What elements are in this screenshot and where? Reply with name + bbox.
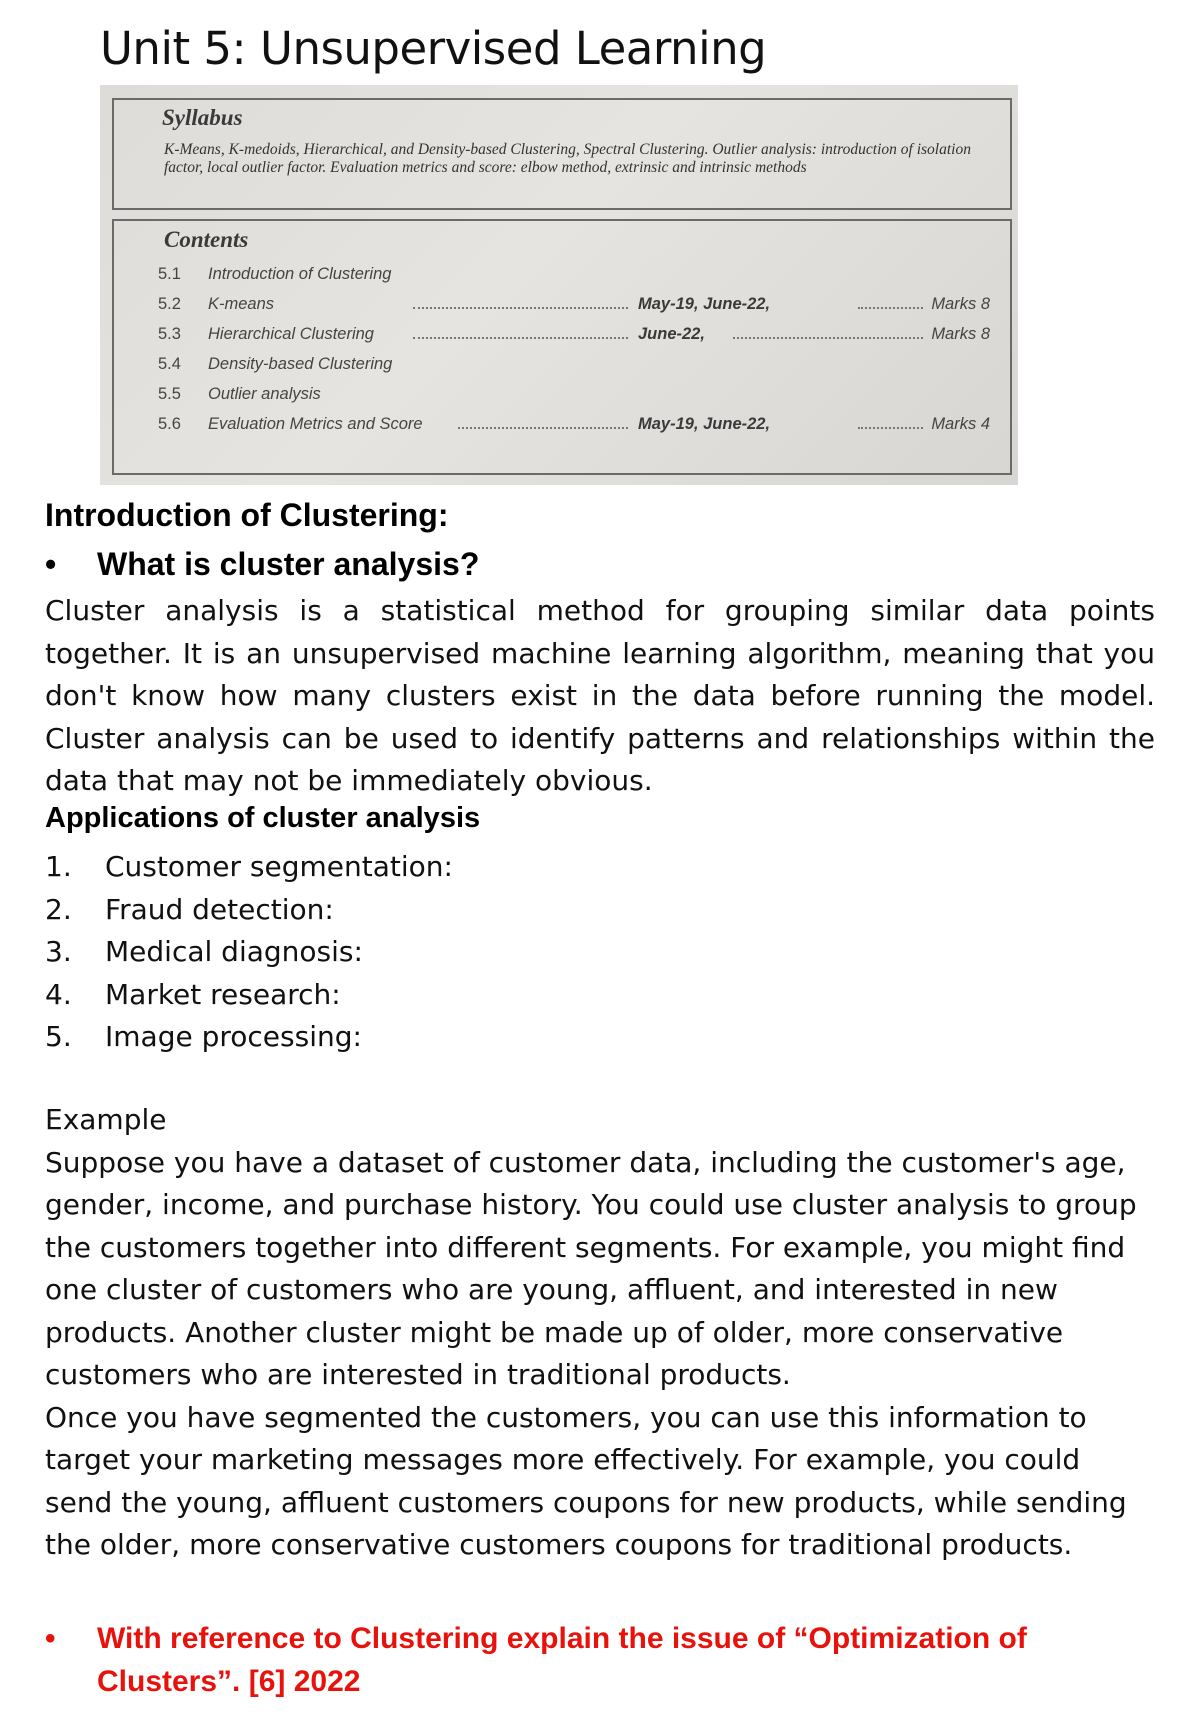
syllabus-heading: Syllabus	[162, 105, 243, 130]
bullet-icon: •	[45, 1622, 56, 1655]
toc-label: Introduction of Clustering	[208, 265, 392, 283]
example-section	[45, 1099, 1165, 1567]
syllabus-text: K-Means, K-medoids, Hierarchical, and Density-based Clustering, Spectral Clustering. Outlier analysis: introduction of isolation factor, local outlier factor. Evaluation metrics and score: elbow method, extrinsic and intrinsic methods	[164, 141, 971, 176]
syllabus-box	[112, 98, 1012, 210]
example-line: send the young, affluent customers coupons for new products, while sending	[45, 1485, 1127, 1519]
toc-number: 5.5	[158, 385, 181, 403]
subheading-text: What is cluster analysis?	[97, 546, 480, 582]
example-line: Once you have segmented the customers, you can use this information to	[45, 1400, 1087, 1434]
toc-leader-dots	[458, 427, 628, 429]
toc-label: Density-based Clustering	[208, 355, 393, 373]
example-line: gender, income, and purchase history. You could use cluster analysis to group	[45, 1188, 1137, 1221]
toc-number: 5.2	[158, 295, 181, 313]
exam-question-text: With reference to Clustering explain the issue of “Optimization of Clusters”. [6] 2022	[97, 1622, 1027, 1698]
list-number: 4.	[45, 977, 72, 1011]
toc-marks: Marks 4	[931, 415, 990, 433]
example-line: products. Another cluster might be made up of older, more conservative	[45, 1315, 1064, 1349]
section-heading: Introduction of Clustering:	[45, 497, 449, 533]
toc-marks: Marks 8	[931, 295, 990, 313]
toc-row	[158, 385, 998, 407]
example-heading: Example	[45, 1103, 167, 1136]
list-text: Customer segmentation:	[105, 850, 453, 883]
contents-heading: Contents	[164, 227, 249, 252]
toc-row	[158, 355, 998, 377]
toc-leader-dots	[733, 337, 923, 339]
intro-paragraph: Cluster analysis is a statistical method for grouping similar data points together. It is an unsupervised machine learning algorithm, meaning that you don't know how many clusters exist in the data before running the model. Cluster analysis can be used to identify patterns and relationships within the data that may not be immediately obvious.	[45, 594, 1155, 797]
applications-heading: Applications of cluster analysis	[45, 802, 481, 834]
toc-number: 5.1	[158, 265, 181, 283]
example-line: one cluster of customers who are young, affluent, and interested in new	[45, 1273, 1058, 1306]
list-number: 3.	[45, 935, 72, 968]
toc-dates: June-22,	[638, 325, 705, 343]
toc-leader-dots	[858, 427, 923, 429]
toc-dates: May-19, June-22,	[638, 415, 771, 433]
list-text: Image processing:	[105, 1020, 362, 1053]
toc-row	[158, 325, 998, 347]
list-text: Medical diagnosis:	[105, 935, 363, 968]
toc-leader-dots	[413, 337, 628, 339]
toc-label: Outlier analysis	[208, 385, 321, 403]
page-title: Unit 5: Unsupervised Learning	[100, 22, 767, 75]
toc-marks: Marks 8	[931, 325, 990, 343]
toc-number: 5.4	[158, 355, 181, 373]
bullet-icon: •	[45, 546, 57, 582]
toc-number: 5.3	[158, 325, 181, 343]
syllabus-scan-image	[100, 85, 1018, 485]
toc-row	[158, 295, 998, 317]
toc-leader-dots	[413, 307, 628, 309]
example-line: the older, more conservative customers coupons for traditional products.	[45, 1528, 1073, 1561]
toc-number: 5.6	[158, 415, 181, 433]
toc-label: Evaluation Metrics and Score	[208, 415, 423, 433]
list-text: Fraud detection:	[105, 892, 334, 926]
example-line: Suppose you have a dataset of customer data, including the customer's age,	[45, 1145, 1126, 1179]
list-number: 5.	[45, 1020, 72, 1053]
list-number: 1.	[45, 850, 72, 883]
toc-row	[158, 265, 998, 287]
toc-label: Hierarchical Clustering	[208, 325, 374, 343]
toc-label: K-means	[208, 295, 275, 313]
example-line: target your marketing messages more effectively. For example, you could	[45, 1443, 1081, 1476]
example-line: the customers together into different segments. For example, you might find	[45, 1230, 1126, 1264]
toc-row	[158, 415, 998, 437]
list-text: Market research:	[105, 977, 341, 1011]
list-number: 2.	[45, 892, 72, 926]
contents-box	[112, 219, 1012, 475]
toc-leader-dots	[858, 307, 923, 309]
toc-dates: May-19, June-22,	[638, 295, 771, 313]
example-line: customers who are interested in traditional products.	[45, 1358, 791, 1391]
